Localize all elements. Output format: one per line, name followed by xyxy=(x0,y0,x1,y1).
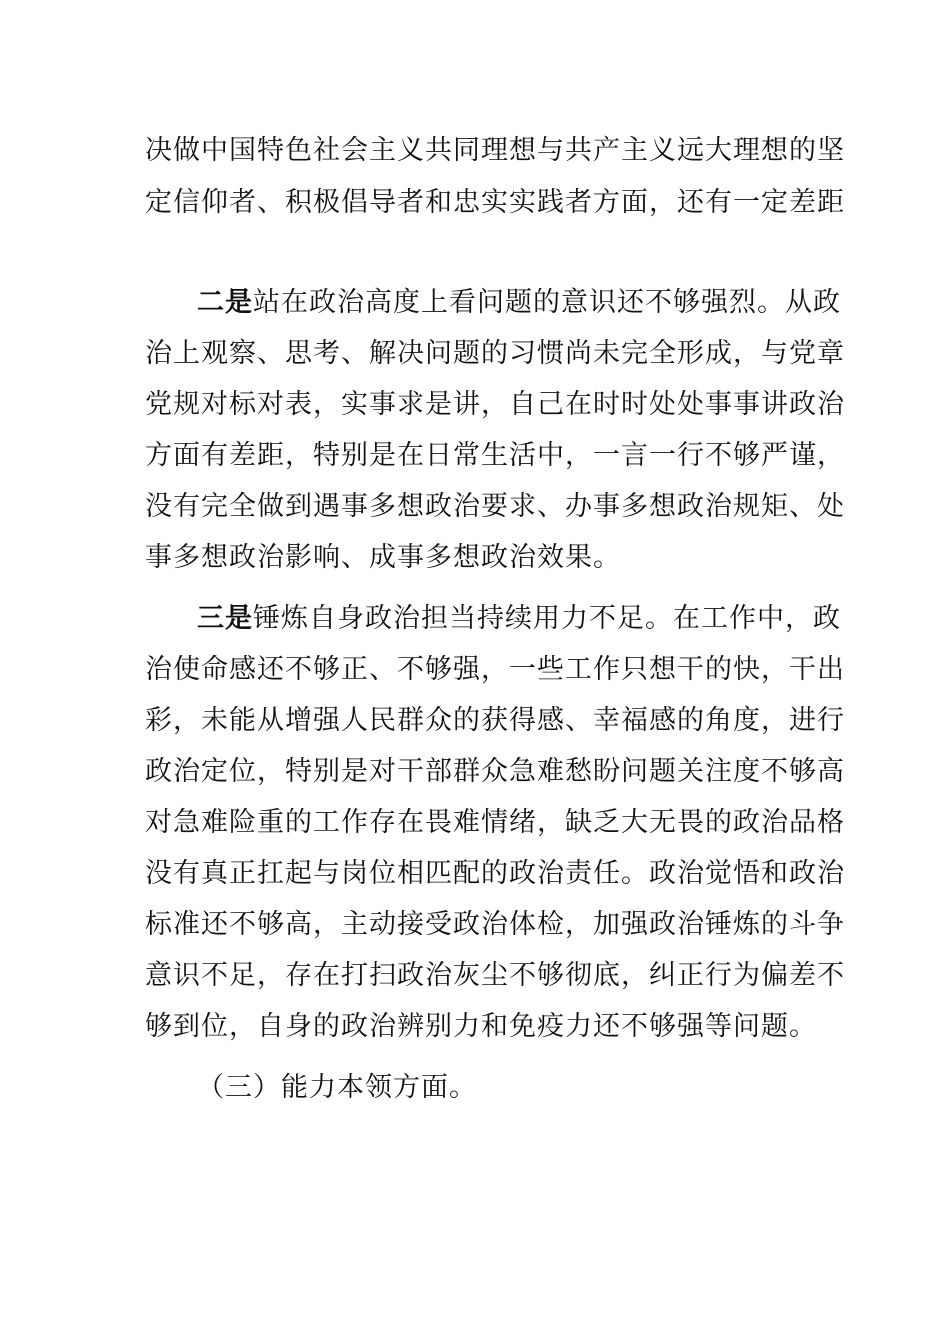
paragraph-3-line-8: 意识不足，存在打扫政治灰尘不够彻底，纠正行为偏差不 xyxy=(145,960,845,991)
paragraph-3-line-2: 治使命感还不够正、不够强，一些工作只想干的快，干出 xyxy=(145,654,845,685)
paragraph-1-line-1: 决做中国特色社会主义共同理想与共产主义远大理想的坚 xyxy=(145,135,845,166)
paragraph-3-line-3: 彩，未能从增强人民群众的获得感、幸福感的角度，进行 xyxy=(145,705,845,736)
paragraph-1-line-2: 定信仰者、积极倡导者和忠实实践者方面，还有一定差距 xyxy=(145,187,845,218)
paragraph-3-line-5: 对急难险重的工作存在畏难情绪，缺乏大无畏的政治品格 xyxy=(145,807,845,838)
paragraph-3-line-1 xyxy=(197,599,841,639)
paragraph-3-line-4: 政治定位，特别是对干部群众急难愁盼问题关注度不够高 xyxy=(145,756,845,787)
paragraph-2-line-4: 方面有差距，特别是在日常生活中，一言一行不够严谨， xyxy=(145,440,845,471)
paragraph-2-line-2: 治上观察、思考、解决问题的习惯尚未完全形成，与党章 xyxy=(145,338,845,369)
paragraph-3-line-6: 没有真正扛起与岗位相匹配的政治责任。政治觉悟和政治 xyxy=(145,858,845,889)
paragraph-2-line-1 xyxy=(197,283,841,323)
paragraph-3-lead: 三是 xyxy=(197,603,253,634)
paragraph-3-line-9: 够到位，自身的政治辨别力和免疫力还不够强等问题。 xyxy=(145,1011,817,1042)
paragraph-2-line-6: 事多想政治影响、成事多想政治效果。 xyxy=(145,542,621,573)
paragraph-2-line-3: 党规对标对表，实事求是讲，自己在时时处处事事讲政治 xyxy=(145,389,845,420)
paragraph-2-lead: 二是 xyxy=(197,287,253,318)
paragraph-2-line-1-text: 站在政治高度上看问题的意识还不够强烈。从政 xyxy=(253,287,841,318)
section-heading: （三）能力本领方面。 xyxy=(197,1072,477,1103)
paragraph-3-line-1-text: 锤炼自身政治担当持续用力不足。在工作中，政 xyxy=(253,603,841,634)
paragraph-2-line-5: 没有完全做到遇事多想政治要求、办事多想政治规矩、处 xyxy=(145,491,845,522)
paragraph-3-line-7: 标准还不够高，主动接受政治体检，加强政治锤炼的斗争 xyxy=(145,909,845,940)
